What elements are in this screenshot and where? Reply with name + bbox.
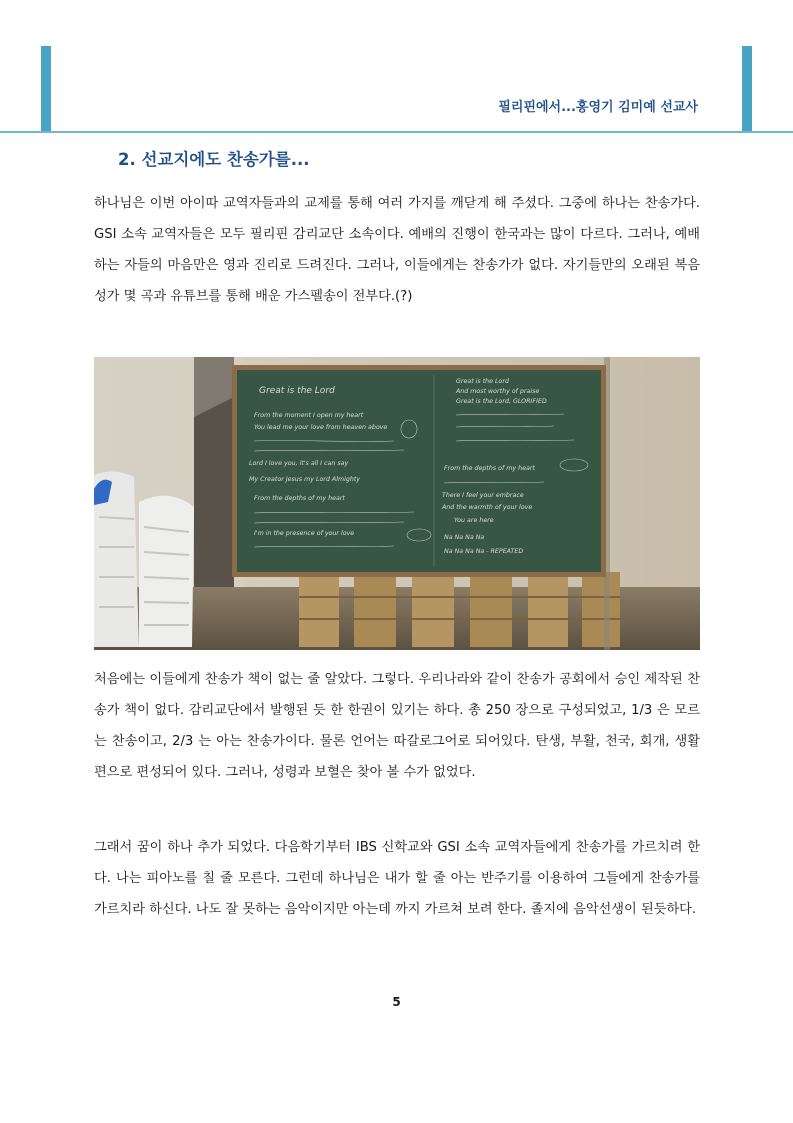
chalk-line: From the depths of my heart: [444, 465, 535, 472]
paragraph-new-dream: 그래서 꿈이 하나 추가 되었다. 다음학기부터 IBS 신학교와 GSI 소속 교역자들에게 찬송가를 가르치려 한다. 나는 피아노를 칠 줄 모른다. 그런데 하나님은 내가 할 줄 아는 반주기를 이용하여 그들에게 찬송가를 가르치라 하신다. 나도 잘 못하는 음악이지만 아는데 까지 가르쳐 보려 한다. 졸지에 음악선생이 된듯하다.: [94, 840, 700, 917]
chalk-line: Great is the Lord: [456, 378, 509, 385]
header-accent-bar-left: [41, 46, 51, 132]
chalk-line: There I feel your embrace: [442, 492, 524, 499]
paragraph-hymnal-intro: 하나님은 이번 아이따 교역자들과의 교제를 통해 여러 가지를 깨닫게 해 주셨다. 그중에 하나는 찬송가다. GSI 소속 교역자들은 모두 필리핀 감리교단 소속이다. 예배의 진행이 한국과는 많이 다르다. 그러나, 예배하는 자들의 마음만은 영과 진리로 드려진다. 그러나, 이들에게는 찬송가가 없다. 자기들만의 오래된 복음성가 몇 곡과 유튜브를 통해 배운 가스펠송이 전부다.(?): [94, 196, 700, 304]
chalk-line: And the warmth of your love: [442, 504, 533, 511]
chalk-line: You lead me your love from heaven above: [254, 424, 388, 431]
page-number: 5: [392, 995, 401, 1009]
chalk-line: I'm in the presence of your love: [254, 530, 355, 537]
chalk-line: My Creator Jesus my Lord Almighty: [249, 476, 361, 483]
chalk-line: Lord I love you, it's all I can say: [249, 460, 349, 467]
chalk-line: From the depths of my heart: [254, 495, 345, 502]
chalk-line: You are here: [454, 517, 494, 524]
chalk-line: Great is the Lord, GLORIFIED: [456, 398, 547, 405]
header-accent-bar-right: [742, 46, 752, 132]
chalkboard-photo: [94, 357, 700, 650]
chalk-line: Na Na Na Na: [444, 534, 485, 541]
chalk-line: And most worthy of praise: [456, 388, 540, 395]
chalk-line: From the moment I open my heart: [254, 412, 364, 419]
section-title: 2. 선교지에도 찬송가를...: [118, 150, 310, 169]
chalk-line: Great is the Lord: [259, 386, 335, 396]
running-head: 필리핀에서...홍영기 김미예 선교사: [498, 100, 698, 115]
chalk-line: Na Na Na Na - REPEATED: [444, 548, 524, 555]
green-chalkboard: [232, 365, 606, 577]
paragraph-hymnal-status: 처음에는 이들에게 찬송가 책이 없는 줄 알았다. 그렇다. 우리나라와 같이 찬송가 공회에서 승인 제작된 찬송가 책이 없다. 감리교단에서 발행된 듯 한 한권이 있기는 하다. 총 250 장으로 구성되었고, 1/3 은 모르는 찬송이고, 2/3 는 아는 찬송가이다. 물론 언어는 따갈로그어로 되어있다. 탄생, 부활, 천국, 회개, 생활편으로 편성되어 있다. 그러나, 성령과 보혈은 찾아 볼 수가 없었다.: [94, 672, 700, 780]
header-rule: [0, 131, 793, 133]
